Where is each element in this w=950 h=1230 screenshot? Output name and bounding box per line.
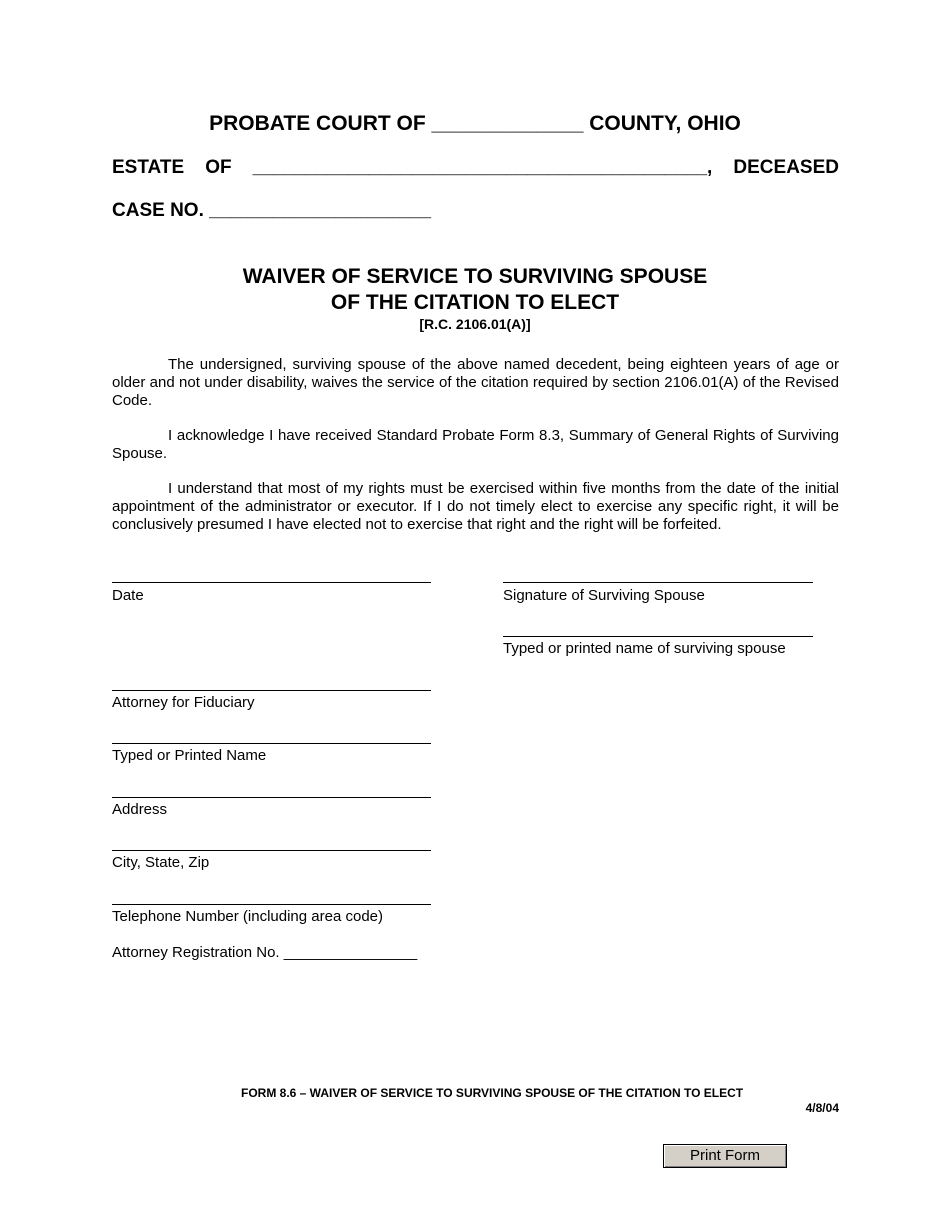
address-line[interactable] (112, 797, 431, 798)
typed-name-label: Typed or Printed Name (112, 747, 267, 764)
spouse-signature-label: Signature of Surviving Spouse (503, 587, 705, 604)
case-number: CASE NO. _____________________ (112, 200, 432, 221)
address-label: Address (112, 801, 168, 818)
attorney-line[interactable] (112, 690, 431, 691)
attorney-label: Attorney for Fiduciary (112, 694, 255, 711)
form-title-line1: WAIVER OF SERVICE TO SURVIVING SPOUSE (242, 265, 708, 288)
form-title-line2: OF THE CITATION TO ELECT (330, 291, 620, 314)
form-footer-title: FORM 8.6 – WAIVER OF SERVICE TO SURVIVING SPOUSE OF THE CITATION TO ELECT (241, 1086, 744, 1100)
paragraph-acknowledge: I acknowledge I have received Standard Probate Form 8.3, Summary of General Rights of Surviving Spouse. (112, 427, 839, 462)
statute-citation: [R.C. 2106.01(A)] (419, 316, 531, 332)
paragraph-waiver: The undersigned, surviving spouse of the above named decedent, being eighteen years of age or older and not under disability, waives the service of the citation required by section 2106.01(A) of the Revised Code. (112, 356, 839, 409)
paragraph-understand: I understand that most of my rights must be exercised within five months from the date of the initial appointment of the administrator or executor. If I do not timely elect to exercise any specific right, it will be conclusively presumed I have elected not to exercise that right and the right will be forfeited. (112, 480, 839, 533)
telephone-line[interactable] (112, 904, 431, 905)
telephone-label: Telephone Number (including area code) (112, 908, 383, 925)
court-heading: PROBATE COURT OF _____________ COUNTY, OHIO (209, 112, 741, 135)
city-state-zip-line[interactable] (112, 850, 431, 851)
city-state-zip-label: City, State, Zip (112, 854, 210, 871)
attorney-registration: Attorney Registration No. ________________ (112, 944, 418, 961)
spouse-typed-name-line[interactable] (503, 636, 813, 637)
date-line[interactable] (112, 582, 431, 583)
spouse-typed-name-label: Typed or printed name of surviving spouse (503, 640, 786, 657)
print-form-button[interactable]: Print Form (663, 1144, 787, 1168)
spouse-signature-line[interactable] (503, 582, 813, 583)
date-label: Date (112, 587, 144, 604)
estate-heading: ESTATE OF ___________________________________________, DECEASED (112, 157, 839, 178)
form-footer-date: 4/8/04 (805, 1101, 839, 1115)
typed-name-line[interactable] (112, 743, 431, 744)
